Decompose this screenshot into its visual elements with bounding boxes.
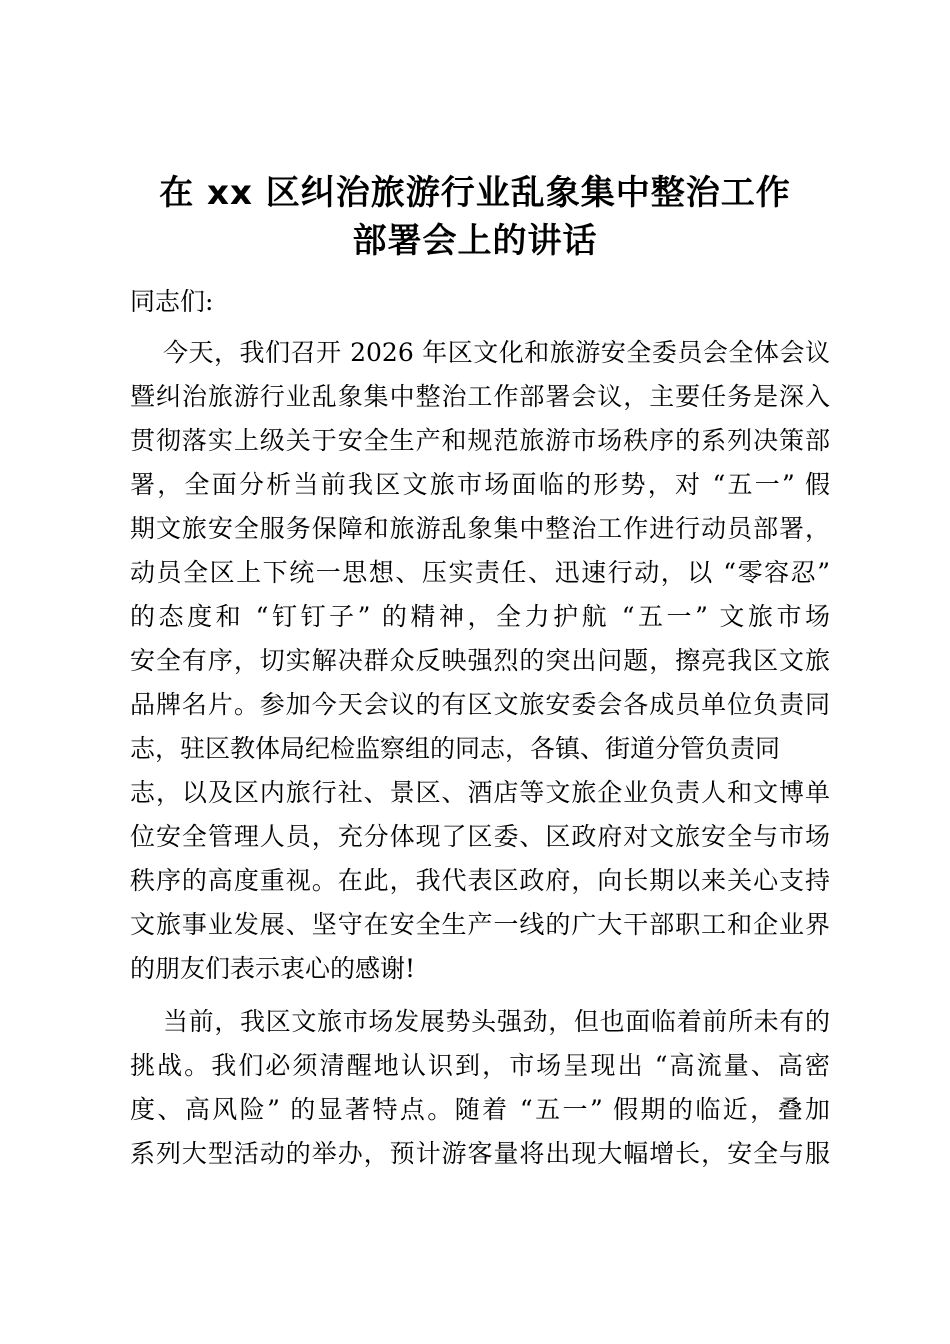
paragraph-1-line: 志，以及区内旅行社、景区、酒店等文旅企业负责人和文博单 xyxy=(130,778,830,807)
paragraph-1-line: 动员全区上下统一思想、压实责任、迅速行动，以 “零容忍” xyxy=(130,558,830,587)
document-title-line-1: 在 xx 区纠治旅游行业乱象集中整治工作 xyxy=(159,173,791,213)
paragraph-1-line: 期文旅安全服务保障和旅游乱象集中整治工作进行动员部署， xyxy=(130,514,830,543)
paragraph-1-line: 文旅事业发展、坚守在安全生产一线的广大干部职工和企业界 xyxy=(130,910,830,939)
paragraph-2-line: 度、高风险” 的显著特点。随着 “五一” 假期的临近，叠加 xyxy=(130,1095,830,1124)
paragraph-1-line: 的朋友们表示衷心的感谢! xyxy=(130,954,416,983)
paragraph-1-line: 署，全面分析当前我区文旅市场面临的形势，对 “五一” 假 xyxy=(130,470,830,499)
document-title-line-2: 部署会上的讲话 xyxy=(352,221,598,261)
paragraph-1-line: 今天，我们召开 2026 年区文化和旅游安全委员会全体会议 xyxy=(163,338,830,367)
paragraph-1-line: 志，驻区教体局纪检监察组的同志，各镇、街道分管负责同 xyxy=(130,734,781,763)
paragraph-1-line: 的态度和 “钉钉子” 的精神，全力护航 “五一” 文旅市场 xyxy=(130,602,830,631)
paragraph-2-line: 当前，我区文旅市场发展势头强劲，但也面临着前所未有的 xyxy=(163,1007,830,1036)
paragraph-2-line: 挑战。我们必须清醒地认识到，市场呈现出 “高流量、高密 xyxy=(130,1051,830,1080)
paragraph-1-line: 位安全管理人员，充分体现了区委、区政府对文旅安全与市场 xyxy=(130,822,830,851)
paragraph-1-line: 贯彻落实上级关于安全生产和规范旅游市场秩序的系列决策部 xyxy=(130,426,830,455)
salutation: 同志们: xyxy=(130,287,214,316)
paragraph-1-line: 暨纠治旅游行业乱象集中整治工作部署会议，主要任务是深入 xyxy=(130,382,830,411)
paragraph-1-line: 秩序的高度重视。在此，我代表区政府，向长期以来关心支持 xyxy=(130,866,830,895)
paragraph-2-line: 系列大型活动的举办，预计游客量将出现大幅增长，安全与服 xyxy=(130,1139,830,1168)
paragraph-1-line: 品牌名片。参加今天会议的有区文旅安委会各成员单位负责同 xyxy=(130,690,830,719)
paragraph-1-line: 安全有序，切实解决群众反映强烈的突出问题，擦亮我区文旅 xyxy=(130,646,830,675)
